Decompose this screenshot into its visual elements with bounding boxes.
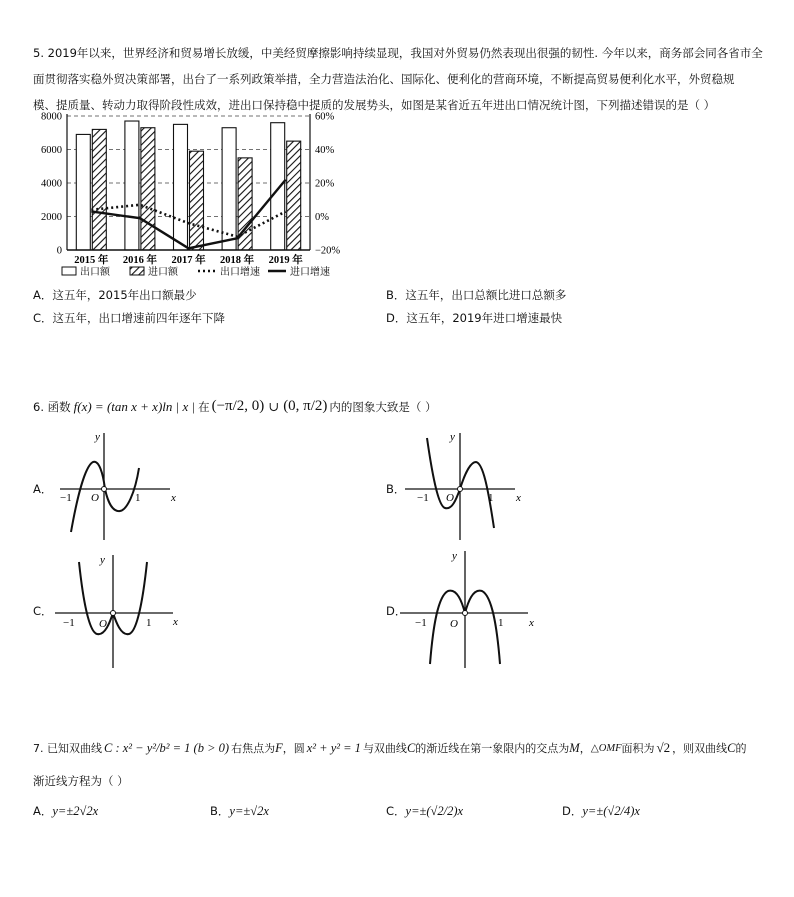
legend-swatch: [130, 267, 144, 275]
import-bar: [141, 128, 155, 250]
q7-option-c-formula: y=±(√2/2)x: [405, 804, 464, 818]
x-label: x: [171, 492, 176, 504]
category-label: 2016 年: [122, 255, 157, 266]
q5-line-3: 模、提质量、转动力取得阶段性成效，进出口保持稳中提质的发展势头，如图是某省近五年进出口情况统计图，下列描述错误的是（ ）: [33, 98, 716, 112]
origin-hole: [458, 487, 463, 492]
export-bar: [76, 134, 90, 250]
q7-c2: C: [727, 740, 736, 755]
export-growth-line: [91, 205, 285, 237]
export-bar: [222, 128, 236, 250]
q6-option-a-label: A．: [33, 482, 53, 496]
question-7-stem: [33, 740, 747, 756]
q7-mid6: 面积为: [621, 742, 655, 755]
q6-graph-b: [400, 428, 530, 543]
q6-option-d-label: D．: [386, 604, 407, 618]
import-bar: [190, 151, 204, 250]
legend-label: 进口增速: [290, 267, 330, 278]
q7-option-a-formula: y=±2√2x: [52, 804, 99, 818]
q7-circle: x² + y² = 1: [306, 740, 361, 755]
q5-option-c: C．这五年，出口增速前四年逐年下降: [33, 311, 226, 325]
export-bar: [125, 121, 139, 250]
right-tick-label: 60%: [315, 111, 335, 123]
import-bar: [92, 129, 106, 250]
q7-option-d-label: D．: [562, 804, 583, 818]
q6-option-b-label: B．: [386, 482, 406, 496]
q6-graph-c: [55, 550, 190, 670]
q5-option-d: D．这五年，2019年进口增速最快: [386, 311, 563, 325]
right-tick-label: 20%: [315, 178, 335, 190]
x-label: x: [516, 492, 521, 504]
q6-union: ∪: [268, 398, 280, 414]
q6-mid: 在: [198, 399, 210, 414]
tick-pos1: 1: [135, 492, 141, 504]
q7-mid2: ，圆: [282, 742, 305, 755]
tick-neg1: −1: [60, 492, 72, 504]
q7-option-c: [386, 803, 463, 819]
q7-curve: C : x² − y²/b² = 1 (b > 0): [104, 740, 230, 755]
legend-swatch: [62, 267, 76, 275]
origin-label: O: [446, 492, 454, 504]
tick-pos1: 1: [498, 617, 504, 629]
legend-label: 进口额: [148, 267, 178, 278]
q7-c1: C: [406, 740, 416, 755]
tick-neg1: −1: [63, 617, 75, 629]
left-tick-label: 4000: [41, 178, 62, 190]
origin-hole: [111, 611, 116, 616]
q5-line-2: 面贯彻落实稳外贸决策部署，出台了一系列政策举措，全力营造法治化、国际化、便利化的营商环境，不断提高贸易便利化水平，外贸稳规: [33, 72, 735, 86]
q7-option-b-label: B．: [210, 804, 230, 818]
tick-pos1: 1: [488, 492, 494, 504]
q7-m: M: [569, 740, 580, 755]
right-tick-label: −20%: [315, 245, 341, 257]
tick-neg1: −1: [415, 617, 427, 629]
q7-mid5: ，: [579, 742, 591, 755]
q7-mid4: 的渐近线在第一象限内的交点为: [415, 742, 570, 755]
right-tick-label: 40%: [315, 145, 335, 156]
q7-option-d-formula: y=±(√2/4)x: [582, 804, 640, 818]
x-label: x: [529, 617, 534, 629]
q5-line-1: 5. 2019年以来，世界经济和贸易增长放缓，中美经贸摩擦影响持续显现，我国对外贸易仍然表现出很强的韧性. 今年以来，商务部会同各省市全: [33, 46, 763, 60]
left-tick-label: 6000: [41, 145, 62, 156]
question-6-stem: [33, 398, 437, 415]
q7-line-2: 渐近线方程为（ ）: [33, 774, 129, 788]
q7-option-c-label: C．: [386, 804, 406, 818]
category-label: 2017 年: [171, 255, 206, 266]
q6-prefix: 6. 函数: [33, 399, 71, 414]
q6-option-c-label: C．: [33, 604, 53, 618]
q6-graph-a: [55, 428, 185, 543]
q7-mid3: 与双曲线: [362, 742, 407, 755]
origin-label: O: [450, 618, 458, 630]
q7-option-b-formula: y=±√2x: [229, 804, 269, 818]
export-bar: [271, 123, 285, 250]
y-label: y: [100, 554, 105, 566]
q7-area: √2: [656, 740, 671, 755]
y-label: y: [450, 431, 455, 443]
q7-mid7: ，则双曲线: [672, 742, 728, 755]
category-label: 2018 年: [220, 255, 255, 266]
q5-option-b: B．这五年，出口总额比进口总额多: [386, 288, 567, 302]
origin-hole: [102, 487, 107, 492]
q6-suffix: 内的图象大致是（ ）: [329, 399, 437, 414]
export-bar: [174, 124, 188, 250]
q7-triangle: △OMF: [590, 743, 622, 754]
category-label: 2015 年: [74, 255, 109, 266]
q7-option-d: [562, 803, 640, 819]
q7-option-a-label: A．: [33, 804, 53, 818]
origin-label: O: [99, 618, 107, 630]
q7-prefix: 7. 已知双曲线: [33, 742, 102, 755]
left-tick-label: 8000: [41, 111, 62, 123]
y-label: y: [95, 431, 100, 443]
q7-mid8: 的: [735, 742, 747, 755]
curve: [71, 462, 139, 532]
right-tick-label: 0%: [315, 212, 329, 223]
q6-interval-2: (0, π/2): [283, 398, 328, 414]
q6-function: f(x) = (tan x + x)ln | x |: [73, 398, 196, 414]
y-label: y: [452, 550, 457, 562]
legend-label: 出口额: [80, 267, 110, 278]
q7-focus: F: [275, 740, 283, 755]
legend-label: 出口增速: [220, 267, 260, 278]
import-bar: [287, 141, 301, 250]
import-export-chart: [30, 107, 350, 285]
origin-hole: [463, 611, 468, 616]
origin-label: O: [91, 492, 99, 504]
q7-option-a: [33, 803, 98, 819]
x-label: x: [173, 616, 178, 628]
q6-graph-d: [400, 546, 545, 671]
category-label: 2019 年: [268, 255, 303, 266]
left-tick-label: 0: [56, 245, 62, 257]
tick-pos1: 1: [146, 617, 152, 629]
q7-option-b: [210, 803, 269, 819]
left-tick-label: 2000: [41, 212, 62, 223]
q6-interval-1: (−π/2, 0): [211, 398, 265, 414]
q7-mid1: 右焦点为: [231, 742, 276, 755]
q5-option-a: A．这五年，2015年出口额最少: [33, 288, 197, 302]
tick-neg1: −1: [417, 492, 429, 504]
import-growth-line: [91, 180, 285, 249]
